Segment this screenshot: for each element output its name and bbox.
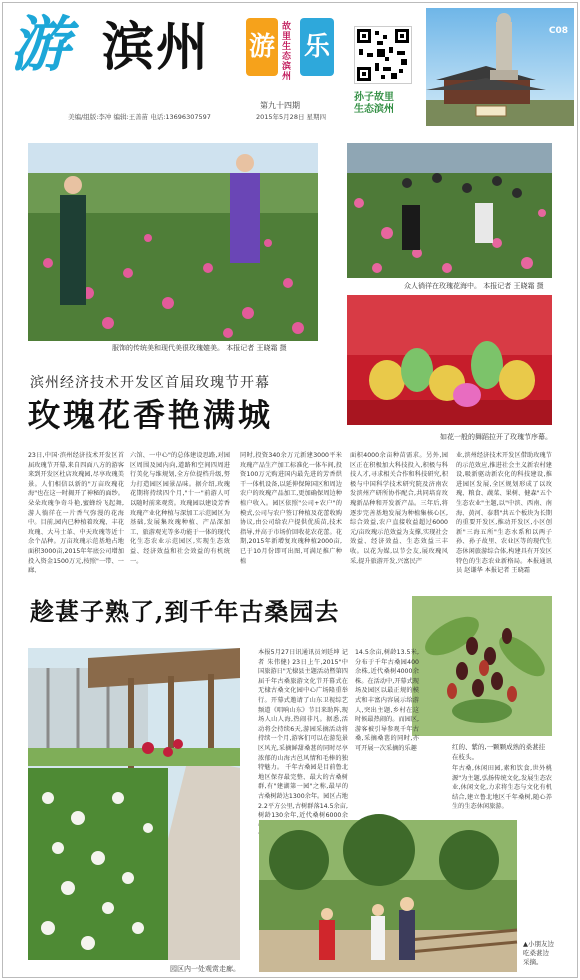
masthead-logo <box>246 18 336 82</box>
qr-code <box>354 26 412 84</box>
masthead-title-city: 滨州 <box>102 17 211 78</box>
slogan-line-1: 孙子故里 <box>354 92 394 103</box>
garden-corridor-photo <box>28 648 240 960</box>
rose-photo-crowd <box>347 143 552 278</box>
photo2-caption: 众人徜徉在玫瑰花海中。 本报记者 王晓霜 摄 <box>404 282 544 290</box>
page-number: C08 <box>548 26 568 36</box>
slogan-line-2: 生态滨州 <box>354 104 394 115</box>
rose-photo-dance <box>347 295 552 425</box>
masthead-title-you: 游 <box>10 10 70 80</box>
masthead <box>8 8 574 126</box>
issue-date: 2015年5月28日 星期四 <box>256 113 327 121</box>
mulberry-caption: 红的、紫的,一颗颗成熟的桑葚挂在枝头。 <box>452 743 546 761</box>
mulberry-photo <box>412 596 552 736</box>
logo-char-1: 游 <box>246 18 278 76</box>
logo-side-text: 故里生态滨州 <box>282 22 292 82</box>
story2-headline: 趁葚子熟了,到千年古桑园去 <box>30 597 340 626</box>
photo1-caption: 服饰的传统美和现代美很玫瑰媲美。 本报记者 王晓霜 摄 <box>112 344 287 352</box>
slogan <box>354 92 394 116</box>
story2-col-1 <box>258 648 349 820</box>
story1-headline: 玫瑰花香艳满城 <box>28 396 274 434</box>
garden-caption: 园区内一处观赏走廊。 <box>170 965 240 973</box>
kids-picking-photo <box>259 820 517 972</box>
story2-col-1-part-a: 本报5月27日讯通讯员刘廷坤 记者 朱伟健) 23日上午,2015"中国旅游日"无棣县主题活动暨第四届千年古桑旅游文化节开幕式在无棣古桑文化园中心广场隆重举行。开幕式邀请了山东卫视综艺频道《唱响山东》节目来助阵,现场人山人海,热闹非凡。据悉,活动将会持续6天,游园采摘活动将持续一个月,游客们可以在游览景区风光,采摘鲜甜桑葚的同时尽享浓郁的山海古邑风情和毛棒的独特魅力。 <box>258 649 348 772</box>
story1-col-5: 业,滨州经济技术开发区借助玫瑰节的示范效应,推进社会主义新农村建设,吸新驱动新农化的科技建设,推进园区发展,全区规划形成了以玫瑰、粮食、蔬菜、果树、健森"五个生态农业"主题,以"中滨、西南、南海、黄河、泰翡"共五个板块为长期的重要开发区,推动开发区,小区创新"三海五所"生态水系和以两子孙、孙子故里、农业区等的现代生态休闲旅游综合体,构建具有开发区特色的生态农业新格局。本报通讯员 赵谦华 本报记者 王晓霜 <box>456 452 552 575</box>
rose-photo-models <box>28 143 318 341</box>
story1-kicker: 滨州经济技术开发区首届玫瑰节开幕 <box>30 375 270 391</box>
logo-char-2: 乐 <box>300 18 334 76</box>
story2-col-3 <box>428 748 448 808</box>
credits-line: 美编/组版:李冲 编辑:王善苗 电话:13696307597 <box>68 113 211 121</box>
story1-col-3: 同时,投资340余万元新建3000平米玫瑰产品生产加工标准化一体车间,投资100万元购进国内最先进的芳香烘干一体机设备,以延伸保障国区和周边农户的玫瑰产品加工,更加确保周边种植户收入。园区依照"公司+农户"的模式,公司与农户签订种植及花蕾收购协议,由公司给农户提供优质苗,技术指导,并高于市场价回收花农花蕾。花期,2015年新增复玫瑰种植2000亩,已于10月份即可出图,可满足推广种植 <box>240 452 342 565</box>
issue-number: 第九十四期 <box>260 101 300 110</box>
story1-col-2: 六馆、一中心"的总体建设思路,对园区周围及园内向,道路和空间四周进行美化与维规划,全方位提档升级,努力打造园区园景品味。据介绍,玫瑰花期将持续四个月,"十一"前游人可以随时前来观赏。玫瑰园以建设芳香玫瑰产业化种植与深加工示范园区为基础,发展集玫瑰种植、产品深加工、旅游观光等多功能于一体的现代化生态农业示范园区,实现生态效益、经济效益和社会效益的有机统一。 <box>130 452 230 565</box>
kids-caption: ▲小朋友边吃桑葚边采摘。 <box>523 940 554 966</box>
story2-col-2: 14.5余亩,树龄13.5米,分布于千年古桑园400余株,近代桑树4000余株。在活动中,开幕式现场及园区以最正规的模式和丰富内容展示给游人,突出主题,乡村在这时候最热闹的。而园区,游客被引导参观千年古桑,采摘桑葚的同时,亦可开展一次采摘的乐趣 <box>355 649 419 752</box>
photo3-caption: 如花一般的舞蹈拉开了玫瑰节序幕。 <box>440 433 552 441</box>
story1-col-1: 23日,中国·滨州经济技术开发区首届玫瑰节开幕,来自四面八方的游客来到开发区杜店玫瑰园,尽享玫瑰美景。人们相信以新的"万亩玫瑰花海"也在这一时揭开了神秘的面纱。朵朵玫瑰争奇斗艳,蜜蜂纷飞起舞,游人徜徉在一片香气弥漫的花海中。目前,园内已种植着玫瑰、丰花玫瑰、大马士革、中天玫瑰等近十余个品种。万亩玫瑰示范基地占地面积3000亩,2015年年底公司增加投入资金1500万元,按照"一带、一廊、 <box>28 452 124 575</box>
story1-col-4: 面积4000余亩种苗需求。另外,园区正在积极加大科技投入,积极与科技人才,寻求相关合作和科技研究,积极与中国科学技术研究院及济南农发滨州产研所协作配合,共同培育玫瑰新品种和开发新产品。三年后,将逐步完善基地发展为种植集核心区,综合效益,农户直接收益超过6000元/亩玫瑰示范效益为支撑,实现社会效益、经济效益、生态效益三丰收。以花为媒,以节会友,展玫瑰风采,提升旅游开发,兴富民产 <box>350 452 448 565</box>
story2-col-4: 年古桑,休闲田园,素和饮食,世外桃源"为主题,弘扬传统文化,发展生态农业,休闲文化,力求将生态与文化有机结合,建立鲁北地区千年桑树,随心养生的生态休闲旅游。 <box>452 765 552 811</box>
story2-col-1-part-b: 千年古桑园是目前鲁北地区保存最完整、最大的古桑树群,有"建湖第一园"之称,最早的古桑树龄达1300余年。园区占地2.2平方公里,古树群落14.5余亩,树龄130余年,近代桑树6000余 <box>258 764 349 820</box>
